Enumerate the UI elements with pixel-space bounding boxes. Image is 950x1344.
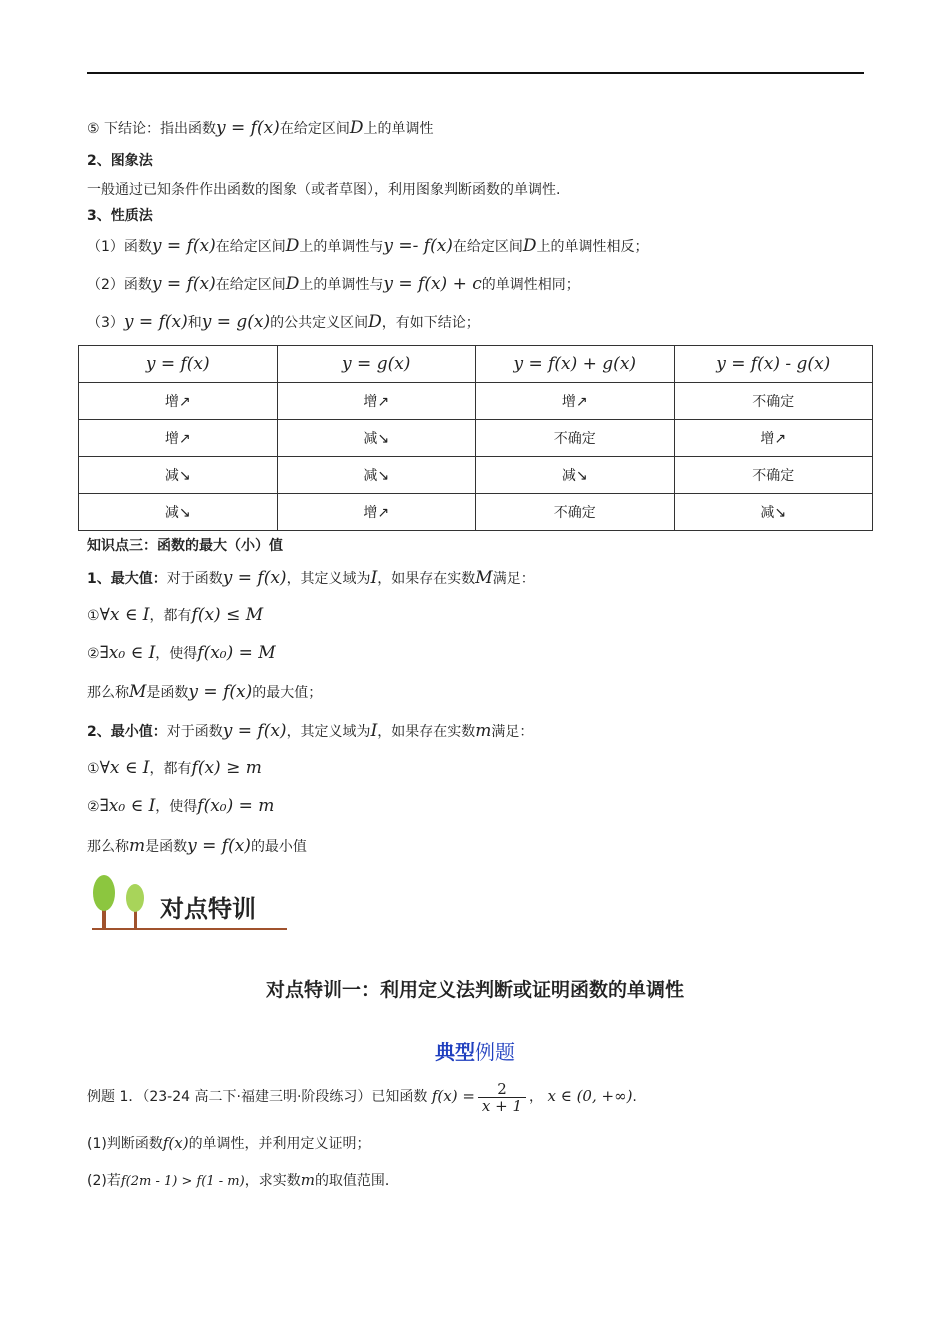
property-3: （3）y = f(x)和y = g(x)的公共定义区间D，有如下结论； — [87, 312, 480, 332]
min-condition-1: ①∀x ∈ I，都有f(x) ≥ m — [87, 758, 262, 778]
example-1: 例题 1．（23-24 高二下·福建三明·阶段练习）已知函数 f(x) = $\frac{2}{x + 1}$ ， x ∈ (0, +∞). — [87, 1079, 637, 1115]
table-header-cell: y = f(x) — [79, 346, 278, 383]
property-1: （1）函数y = f(x)在给定区间D上的单调性与y =- f(x)在给定区间D上的单调性相反； — [87, 236, 649, 256]
max-condition-2: ②∃x₀ ∈ I，使得f(x₀) = M — [87, 643, 276, 663]
section-title: 对点特训一：利用定义法判断或证明函数的单调性 — [265, 979, 684, 1001]
table-cell: 减↘ — [79, 457, 278, 494]
min-condition-2: ②∃x₀ ∈ I，使得f(x₀) = m — [87, 796, 275, 816]
question-2: (2)若f(2m - 1) > f(1 - m)，求实数m的取值范围． — [87, 1171, 399, 1189]
table-cell: 不确定 — [476, 420, 675, 457]
graph-method-text: 一般通过已知条件作出函数的图象（或者草图），利用图象判断函数的单调性. — [87, 182, 561, 198]
step-5: ⑤ 下结论：指出函数y = f(x)在给定区间D上的单调性 — [87, 118, 434, 138]
table-cell: 增↗ — [476, 383, 675, 420]
table-cell: 不确定 — [674, 383, 873, 420]
header-rule — [87, 72, 864, 74]
table-row — [79, 420, 873, 457]
question-1: (1)判断函数f(x)的单调性，并利用定义证明； — [87, 1134, 371, 1152]
table-cell: 减↘ — [79, 494, 278, 531]
heading-property-method: 3、性质法 — [87, 208, 153, 224]
fraction: $\frac{2}{x + 1}$ — [478, 1081, 526, 1114]
banner-title: 对点特训 — [160, 895, 256, 923]
table-header-cell: y = f(x) - g(x) — [674, 346, 873, 383]
example-title: 典型例题 — [435, 1040, 515, 1064]
table-cell: 增↗ — [277, 383, 476, 420]
monotonicity-table — [78, 345, 873, 531]
max-conclusion: 那么称M是函数y = f(x)的最大值； — [87, 682, 323, 702]
property-2: （2）函数y = f(x)在给定区间D上的单调性与y = f(x) + c的单调性相同； — [87, 274, 580, 294]
table-row — [79, 383, 873, 420]
min-conclusion: 那么称m是函数y = f(x)的最小值 — [87, 836, 307, 856]
table-cell: 增↗ — [79, 383, 278, 420]
table-cell: 增↗ — [674, 420, 873, 457]
table-cell: 减↘ — [674, 494, 873, 531]
table-cell: 减↘ — [476, 457, 675, 494]
table-cell: 增↗ — [277, 494, 476, 531]
table-header-cell: y = f(x) + g(x) — [476, 346, 675, 383]
min-definition: 2、最小值：对于函数y = f(x)，其定义域为I，如果存在实数m满足： — [87, 721, 534, 741]
special-training-banner — [92, 873, 292, 931]
table-cell: 减↘ — [277, 420, 476, 457]
table-cell: 增↗ — [79, 420, 278, 457]
max-condition-1: ①∀x ∈ I，都有f(x) ≤ M — [87, 605, 264, 625]
table-cell: 不确定 — [476, 494, 675, 531]
heading-graph-method: 2、图象法 — [87, 153, 153, 169]
table-cell: 不确定 — [674, 457, 873, 494]
table-row — [79, 457, 873, 494]
table-header-row — [79, 346, 873, 383]
table-row — [79, 494, 873, 531]
table-cell: 减↘ — [277, 457, 476, 494]
max-definition: 1、最大值：对于函数y = f(x)，其定义域为I，如果存在实数M满足： — [87, 568, 535, 588]
knowledge-point-3: 知识点三：函数的最大（小）值 — [87, 538, 283, 554]
table-header-cell: y = g(x) — [277, 346, 476, 383]
